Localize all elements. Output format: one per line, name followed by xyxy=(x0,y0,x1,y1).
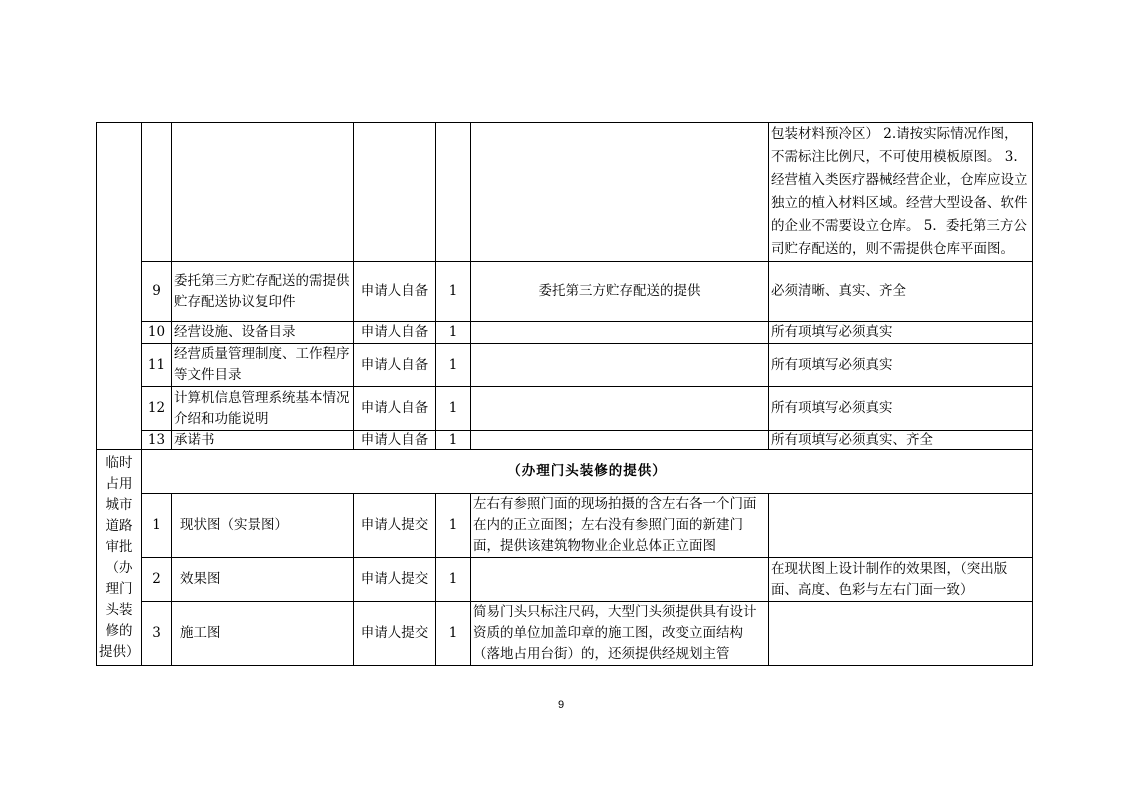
page-number: 9 xyxy=(557,699,565,711)
material-note xyxy=(471,344,769,387)
material-note: 委托第三方贮存配送的提供 xyxy=(471,262,769,322)
material-count: 1 xyxy=(436,387,471,431)
table-row xyxy=(97,431,1033,450)
material-count: 1 xyxy=(436,494,471,558)
material-count: 1 xyxy=(436,322,471,344)
category-cell-prev xyxy=(97,123,142,450)
table-row xyxy=(97,262,1033,322)
material-requirement: 所有项填写必须真实 xyxy=(769,322,1033,344)
material-count: 1 xyxy=(436,558,471,602)
material-requirement: 必须清晰、真实、齐全 xyxy=(769,262,1033,322)
category-cell: 临时占用城市道路审批（办理门头装修的提供） xyxy=(97,450,142,666)
material-source: 申请人提交 xyxy=(354,602,436,666)
material-requirement: 所有项填写必须真实、齐全 xyxy=(769,431,1033,450)
row-number: 11 xyxy=(142,344,172,387)
row-number: 12 xyxy=(142,387,172,431)
material-note xyxy=(471,431,769,450)
row-number: 1 xyxy=(142,494,172,558)
material-source: 申请人自备 xyxy=(354,387,436,431)
material-source: 申请人自备 xyxy=(354,431,436,450)
row-number: 13 xyxy=(142,431,172,450)
material-requirement: 在现状图上设计制作的效果图，（突出版面、高度、色彩与左右门面一致） xyxy=(769,558,1033,602)
material-source: 申请人自备 xyxy=(354,322,436,344)
material-requirement: 所有项填写必须真实 xyxy=(769,387,1033,431)
row-number: 10 xyxy=(142,322,172,344)
section-title: （办理门头装修的提供） xyxy=(142,450,1033,494)
material-note: 简易门头只标注尺码，大型门头须提供具有设计资质的单位加盖印章的施工图，改变立面结构（落地占用台街）的，还须提供经规划主管 xyxy=(471,602,769,666)
row-number xyxy=(142,123,172,262)
table-row xyxy=(97,123,1033,262)
material-note xyxy=(471,558,769,602)
material-name: 计算机信息管理系统基本情况介绍和功能说明 xyxy=(172,387,354,431)
material-note: 左右有参照门面的现场拍摄的含左右各一个门面在内的正立面图；左右没有参照门面的新建门面，提供该建筑物物业企业总体正立面图 xyxy=(471,494,769,558)
table-row xyxy=(97,494,1033,558)
material-source: 申请人自备 xyxy=(354,344,436,387)
material-name: 经营质量管理制度、工作程序等文件目录 xyxy=(172,344,354,387)
row-number: 3 xyxy=(142,602,172,666)
requirements-table xyxy=(96,122,1033,666)
table-row xyxy=(97,322,1033,344)
material-requirement: 所有项填写必须真实 xyxy=(769,344,1033,387)
material-requirement: 包装材料预冷区） 2.请按实际情况作图，不需标注比例尺，不可使用模板原图。 3.经营植入类医疗器械经营企业，仓库应设立独立的植入材料区域。经营大型设备、软件的企业不需要设立仓库。 5．委托第三方公司贮存配送的，则不需提供仓库平面图。 xyxy=(769,123,1033,262)
material-requirement xyxy=(769,602,1033,666)
material-count: 1 xyxy=(436,431,471,450)
material-name: 委托第三方贮存配送的需提供贮存配送协议复印件 xyxy=(172,262,354,322)
material-note xyxy=(471,322,769,344)
material-count: 1 xyxy=(436,602,471,666)
material-note xyxy=(471,123,769,262)
table-row xyxy=(97,602,1033,666)
material-requirement xyxy=(769,494,1033,558)
row-number: 2 xyxy=(142,558,172,602)
material-count xyxy=(436,123,471,262)
table-row xyxy=(97,387,1033,431)
row-number: 9 xyxy=(142,262,172,322)
material-name: 效果图 xyxy=(172,558,354,602)
material-source xyxy=(354,123,436,262)
material-note xyxy=(471,387,769,431)
material-count: 1 xyxy=(436,262,471,322)
material-source: 申请人自备 xyxy=(354,262,436,322)
material-name: 经营设施、设备目录 xyxy=(172,322,354,344)
material-name xyxy=(172,123,354,262)
material-count: 1 xyxy=(436,344,471,387)
table-row xyxy=(97,558,1033,602)
material-source: 申请人提交 xyxy=(354,494,436,558)
section-header-row xyxy=(97,450,1033,494)
material-name: 施工图 xyxy=(172,602,354,666)
material-name: 承诺书 xyxy=(172,431,354,450)
material-name: 现状图（实景图） xyxy=(172,494,354,558)
table-row xyxy=(97,344,1033,387)
material-source: 申请人提交 xyxy=(354,558,436,602)
